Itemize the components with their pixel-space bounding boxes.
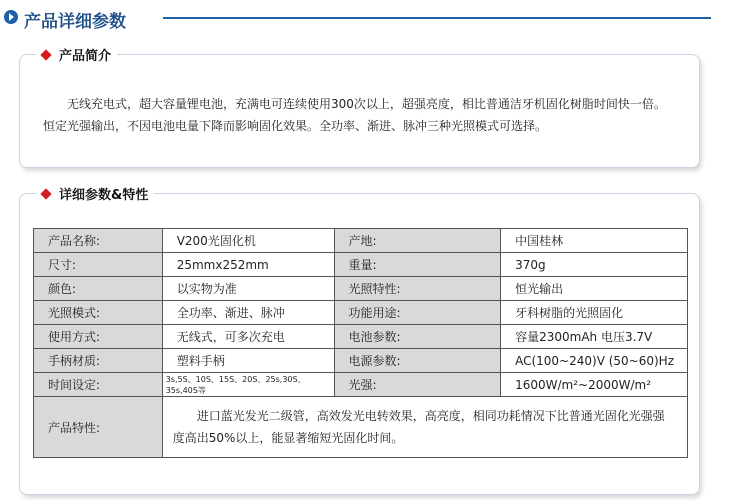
intro-text: 无线充电式，超大容量锂电池，充满电可连续使用300次以上，超强亮度，相比普通洁牙机固化树脂时间快一倍。恒定光强输出，不因电池电量下降而影响固化效果。全功率、渐进、脉冲三种光照模式可选择。 xyxy=(43,97,666,133)
spec-label: 颜色: xyxy=(34,277,163,301)
table-row xyxy=(34,325,688,349)
spec-label: 重量: xyxy=(334,253,501,277)
table-row xyxy=(34,277,688,301)
spec-value: 容量2300mAh 电压3.7V xyxy=(501,325,688,349)
spec-value: AC(100~240)V (50~60)Hz xyxy=(501,349,688,373)
specs-heading-text: 详细参数&特性 xyxy=(59,188,149,203)
page-title: 产品详细参数 xyxy=(24,12,126,32)
red-diamond-icon xyxy=(40,188,51,199)
header-divider xyxy=(163,17,711,19)
red-diamond-icon xyxy=(40,49,51,60)
spec-label: 光照模式: xyxy=(34,301,163,325)
section-header xyxy=(0,0,730,36)
specs-panel xyxy=(19,188,700,495)
spec-value: 无线式，可多次充电 xyxy=(162,325,334,349)
spec-value: 全功率、渐进、脉冲 xyxy=(162,301,334,325)
spec-label: 光照特性: xyxy=(334,277,501,301)
spec-value: 塑料手柄 xyxy=(162,349,334,373)
table-row xyxy=(34,397,688,458)
table-row xyxy=(34,229,688,253)
spec-value: 牙科树脂的光照固化 xyxy=(501,301,688,325)
spec-label: 产品名称: xyxy=(34,229,163,253)
spec-value: V200光固化机 xyxy=(162,229,334,253)
spec-value: 中国桂林 xyxy=(501,229,688,253)
spec-value: 以实物为准 xyxy=(162,277,334,301)
spec-value: 370g xyxy=(501,253,688,277)
play-circle-icon xyxy=(4,10,18,24)
spec-value: 恒光输出 xyxy=(501,277,688,301)
spec-label: 电池参数: xyxy=(334,325,501,349)
intro-heading xyxy=(36,45,117,64)
intro-panel xyxy=(19,49,700,168)
table-row xyxy=(34,349,688,373)
spec-label: 电源参数: xyxy=(334,349,501,373)
spec-label: 使用方式: xyxy=(34,325,163,349)
table-row xyxy=(34,301,688,325)
spec-value: 25mmx252mm xyxy=(162,253,334,277)
spec-label: 尺寸: xyxy=(34,253,163,277)
spec-value: 3s,5S、10S、15S、20S、25s,30S、35s,40S等 xyxy=(162,373,334,397)
feature-text: 进口蓝光发光二级管，高效发光电转效果，高亮度，相同功耗情况下比普通光固化光强强度高出50%以上，能显著缩短光固化时间。 xyxy=(162,397,687,458)
spec-table xyxy=(33,228,688,458)
specs-heading xyxy=(36,184,154,203)
spec-label: 时间设定: xyxy=(34,373,163,397)
feature-label: 产品特性: xyxy=(34,397,163,458)
spec-label: 光强: xyxy=(334,373,501,397)
spec-value: 1600W/m²~2000W/m² xyxy=(501,373,688,397)
spec-label: 手柄材质: xyxy=(34,349,163,373)
spec-label: 功能用途: xyxy=(334,301,501,325)
spec-label: 产地: xyxy=(334,229,501,253)
table-row xyxy=(34,373,688,397)
table-row xyxy=(34,253,688,277)
intro-heading-text: 产品简介 xyxy=(59,49,112,64)
